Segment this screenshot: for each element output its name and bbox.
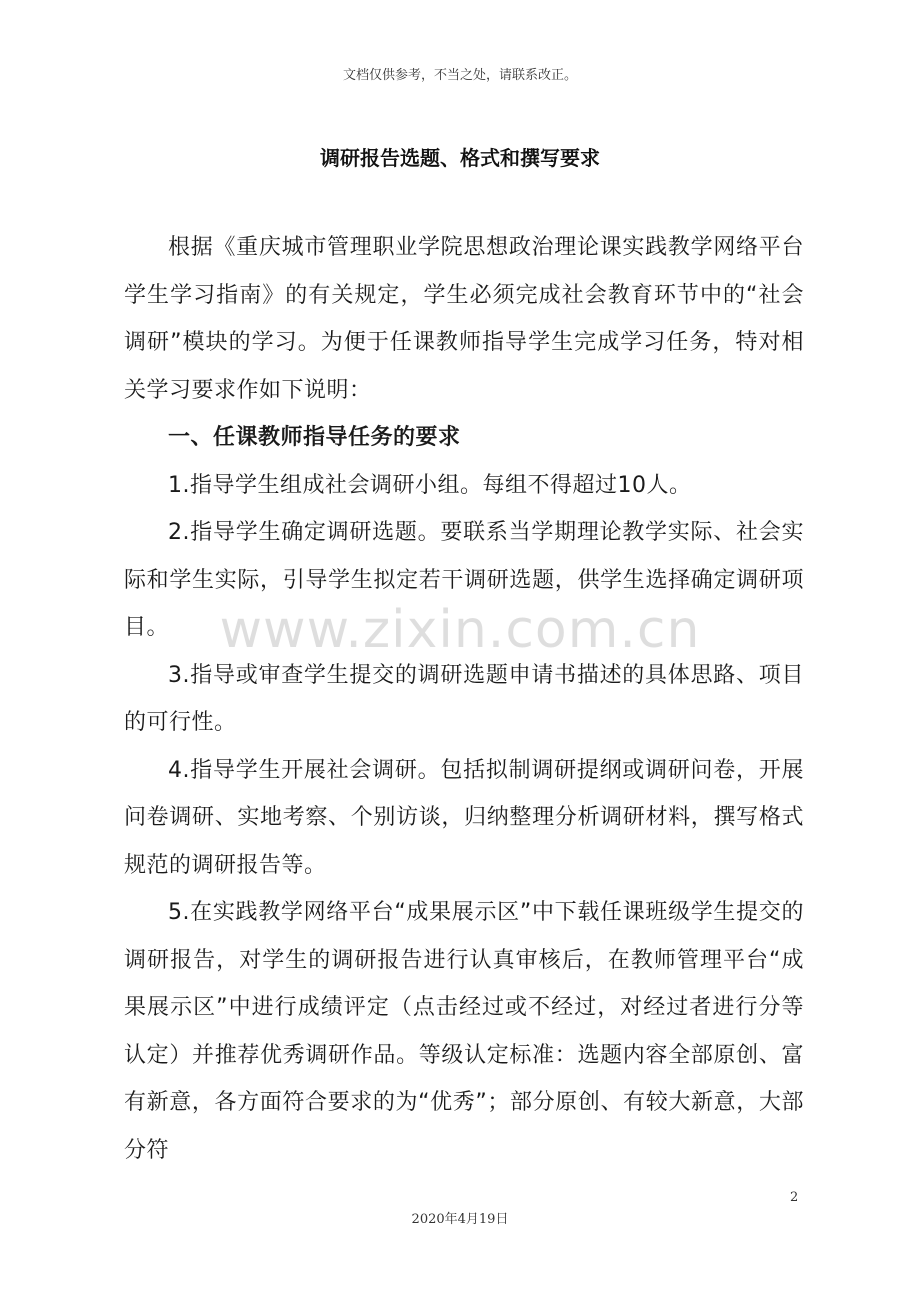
- paragraph-item-5: 5.在实践教学网络平台“成果展示区”中下载任课班级学生提交的调研报告，对学生的调研报告进行认真审核后，在教师管理平台“成果展示区”中进行成绩评定（点击经过或不经过，对经过者进行分等认定）并推荐优秀调研作品。等级认定标准：选题内容全部原创、富有新意，各方面符合要求的为“优秀”；部分原创、有较大新意，大部分符: [124, 900, 804, 1163]
- document-body: [124, 224, 804, 1174]
- header-note: 文档仅供参考，不当之处，请联系改正。: [342, 68, 577, 83]
- paragraph-item-4: 4.指导学生开展社会调研。包括拟制调研提纲或调研问卷，开展问卷调研、实地考察、个别访谈，归纳整理分析调研材料，撰写格式规范的调研报告等。: [124, 757, 804, 878]
- document-title: 调研报告选题、格式和撰写要求: [320, 146, 600, 170]
- paragraph-item-1: 1.指导学生组成社会调研小组。每组不得超过10人。: [168, 472, 692, 498]
- paragraph-intro: 根据《重庆城市管理职业学院思想政治理论课实践教学网络平台学生学习指南》的有关规定，学生必须完成社会教育环节中的“社会调研”模块的学习。为便于任课教师指导学生完成学习任务，特对相关学习要求作如下说明：: [124, 235, 804, 403]
- page-number: 2: [790, 1190, 799, 1205]
- watermark: www.zixin.com.cn: [219, 600, 701, 660]
- paragraph-item-3: 3.指导或审查学生提交的调研选题申请书描述的具体思路、项目的可行性。: [124, 662, 804, 735]
- section-heading: 一、任课教师指导任务的要求: [168, 425, 461, 450]
- footer-date: 2020年4月19日: [411, 1212, 509, 1227]
- paragraph-item-2: 2.指导学生确定调研选题。要联系当学期理论教学实际、社会实际和学生实际，引导学生拟定若干调研选题，供学生选择确定调研项目。: [124, 520, 804, 640]
